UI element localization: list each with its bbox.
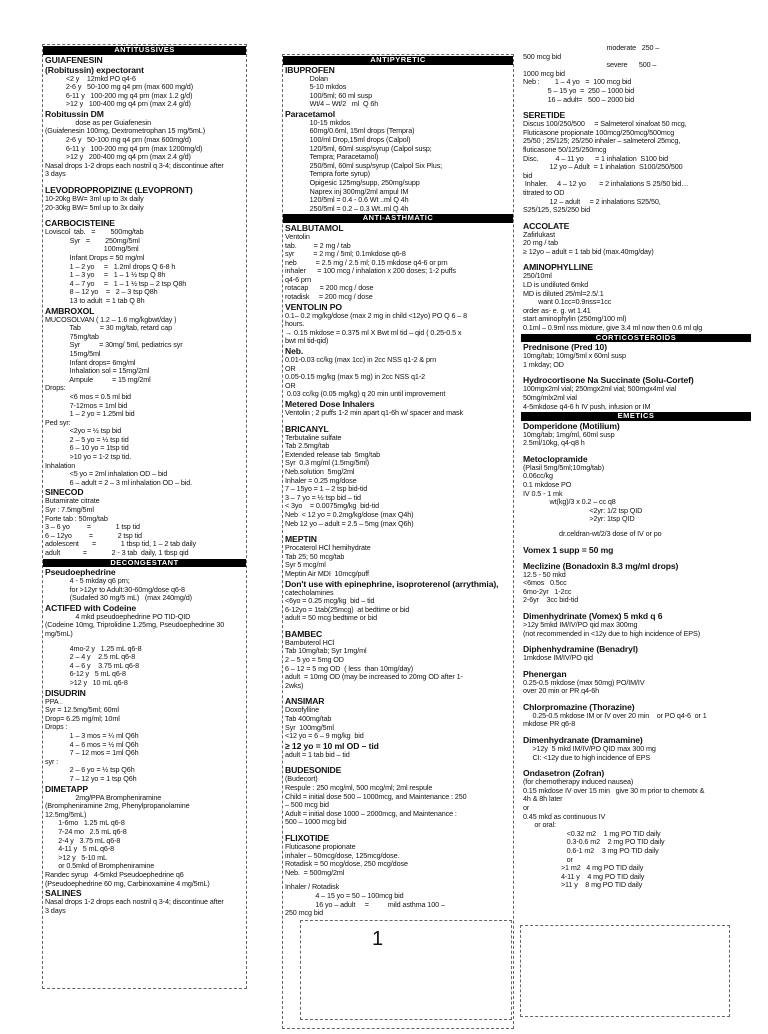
text-line: Inhalation: [45, 460, 76, 470]
text-line: adult = 2 - 3 tab daily, 1 tbsp qid: [45, 548, 189, 557]
text-line: Tab 10mg/tab; Syr 1mg/ml: [285, 646, 367, 656]
text-line: 2-4 y 3.75 mL q6-8: [45, 835, 121, 845]
text-line: Dolan: [285, 73, 328, 83]
text-line: Drops:: [45, 383, 66, 393]
drug-heading: BUDESONIDE: [285, 765, 342, 776]
drug-heading: Diphenhydramine (Benadryl): [523, 644, 638, 655]
drug-heading: SERETIDE: [523, 110, 566, 121]
text-line: Syr = 12.5mg/5ml; 60ml: [45, 705, 119, 715]
text-line: Tab 2.5mg/tab: [285, 441, 330, 451]
text-line: Procaterol HCl hemihydrate: [285, 543, 371, 553]
text-line: 500 – 1000 mcg bid: [285, 817, 347, 827]
text-line: q4-6 prn: [285, 274, 311, 284]
text-line: 3 – 7 yo = ½ tsp bid – tid: [285, 492, 361, 502]
text-line: 16 yo – adult = mild asthma 100 –: [285, 899, 445, 909]
text-line: 10mg/tab; 10mg/5ml x 60ml susp: [523, 351, 626, 361]
text-line: severe 500 –: [523, 60, 657, 70]
section-header: ANTIPYRETIC: [283, 56, 513, 65]
drug-heading: GUIAFENESIN: [45, 54, 103, 65]
text-line: 2-6 y 50-100 mg q4 prn (max 600mg/d): [45, 135, 192, 145]
text-line: Extended release tab 5mg/tab: [285, 449, 380, 459]
drug-heading: Prednisone (Pred 10): [523, 342, 607, 353]
drug-heading: BAMBEC: [285, 628, 323, 639]
text-line: 1 – 2 yo = 1.25ml bid: [45, 409, 135, 419]
text-line: Ped syr:: [45, 417, 71, 427]
text-line: Syr : 7.5mg/5ml: [45, 505, 94, 515]
text-line: 10-20kg BW= 3ml up to 3x daily: [45, 194, 144, 204]
text-line: 2-6 y 50-100 mg q4 prn (max 600 mg/d): [45, 82, 194, 92]
text-line: 6-12yo = 1tab(25mcg) at bedtime or bid: [285, 604, 410, 614]
text-line: 3 days: [45, 169, 66, 179]
text-line: 6 – 10 yo = 1tsp tid: [45, 443, 129, 453]
text-line: 0.1ml – 0.9ml nss mixture, give 3.4 ml now then 0.6 ml qlg: [523, 323, 703, 333]
text-line: Syr = 30mg/ 5ml, pediatrics syr: [45, 340, 183, 350]
text-line: 12 – adult = 2 inhalations S25/50,: [523, 196, 661, 206]
text-line: 7 – 15yo = 1 – 2 tsp bid-tid: [285, 484, 368, 494]
text-line: 120/5ml = 0.4 - 0.6 Wt ..ml Q 4h: [285, 195, 409, 205]
text-line: want 0.1cc=0.9nss=1cc: [523, 297, 612, 307]
text-line: Disc. 4 – 11 yo = 1 inhalation S100 bid: [523, 153, 668, 163]
text-line: Nasal drops 1-2 drops each nostril q 3-4; discontinue after: [45, 897, 224, 907]
text-line: <12 yo = 6 – 9 mg/kg bid: [285, 731, 364, 741]
text-line: 4h & 8h later: [523, 794, 563, 804]
text-line: 12 yo – Adult = 1 inhalation S100/250/500: [523, 162, 683, 172]
text-line: >12y 5mkd IM/IV/PO qid max 300mg: [523, 619, 638, 629]
text-line: 0.1– 0.2 mg/kg/dose (max 2 mg in child <12yo) PO Q 6 – 8: [285, 310, 467, 320]
text-line: Infant Drops = 50 mg/ml: [45, 253, 145, 262]
text-line: ≥ 12yo – adult = 1 tab bid (max.40mg/day): [523, 246, 654, 256]
text-line: <2yr: 1/2 tsp QID: [523, 505, 643, 515]
text-line: 2 – 4 y 2.5 mL q6-8: [45, 652, 136, 662]
text-line: 4 – 7 yo = 1 – 1 ½ tsp – 2 tsp Q8h: [45, 278, 187, 288]
page-number: 1: [372, 928, 384, 950]
text-line: 100/ml Drop,15ml drops (Calpol): [285, 135, 411, 145]
text-line: 4 – 6 y 3.75 mL q6-8: [45, 660, 140, 670]
text-line: Inhaler. 4 – 12 yo = 2 inhalations S 25/50 bid…: [523, 179, 689, 189]
drug-heading: AMINOPHYLLINE: [523, 262, 593, 273]
text-line: 50mg/mlx2ml vial: [523, 392, 577, 402]
text-line: 13 to adult = 1 tab Q 8h: [45, 295, 145, 305]
text-line: 0.3-0.6 m2 2 mg PO TID daily: [523, 837, 665, 847]
text-line: (Guiafenesin 100mg, Dextrometrophan 15 mg/5mL): [45, 126, 205, 136]
text-line: 0.45 mkd as continuous IV: [523, 811, 606, 821]
drug-heading: Neb.: [285, 346, 304, 357]
text-line: 5 – 15 yo = 250 – 1000 bid: [523, 85, 635, 95]
text-line: 6mo-2yr 1-2cc: [523, 586, 572, 596]
drug-heading: Don't use with epinephrine, isoproterenol (arrythmia),: [285, 578, 499, 589]
drug-heading: DISUDRIN: [45, 687, 86, 698]
text-line: 4 - 5 mkday q6 prn;: [45, 576, 130, 586]
drug-heading: ≥ 12 yo = 10 ml OD – tid: [285, 740, 379, 751]
text-line: fluticasone 50/125/250mcg: [523, 144, 607, 154]
text-line: Respule : 250 mcg/ml, 500 mcg/ml; 2ml respule: [285, 783, 433, 792]
text-line: or: [523, 854, 573, 864]
text-line: PPA .: [45, 696, 62, 706]
text-line: wt(kg)/3 x 0.2 – cc q8: [523, 497, 616, 507]
text-line: Terbutaline sulfate: [285, 432, 342, 442]
text-line: >1 m2 4 mg PO TID daily: [523, 863, 644, 873]
text-line: Tab = 30 mg/tab, retard cap: [45, 323, 173, 333]
text-line: Neb : 1 – 4 yo = 100 mcg bid: [523, 77, 632, 87]
text-line: inhaler = 100 mcg / inhalation x 200 doses; 1-2 puffs: [285, 266, 456, 276]
drug-heading: Ondasetron (Zofran): [523, 768, 605, 779]
text-line: 0.15 mkdose IV over 15 min give 30 m prior to chemotx &: [523, 785, 705, 795]
text-line: 3 – 6 yo = 1 tsp tid: [45, 522, 140, 532]
text-line: Tab 25; 50 mcg/tab: [285, 551, 345, 561]
text-line: 20 mg / tab: [523, 238, 558, 248]
text-line: Drops :: [45, 722, 68, 732]
text-line: <6mos 0.5cc: [523, 578, 567, 588]
text-line: 2 – 5 yo = ½ tsp tid: [45, 434, 129, 444]
text-line: 4 – 15 yo = 50 – 100mcg bid: [285, 890, 404, 900]
text-line: Syr 0.3 mg/ml (1.5mg/5ml): [285, 458, 370, 468]
text-line: 1 – 3 yo = 1 – 1 ½ tsp Q 8h: [45, 270, 166, 280]
text-line: Zafirlukast: [523, 229, 556, 239]
text-line: adult = 10mg OD (may be increased to 20mg OD after 1-: [285, 672, 463, 682]
text-line: dr.celdran-wt/2/3 dose of IV or po: [523, 528, 662, 538]
text-line: 16 – adult= 500 – 2000 bid: [523, 94, 635, 104]
text-line: 0.6-1 m2 3 mg PO TID daily: [523, 846, 659, 855]
text-line: titrated to OD: [523, 187, 565, 197]
drug-heading: Pseudoephedrine: [45, 567, 116, 578]
text-line: 1 – 3 mos = ¼ ml Q6h: [45, 731, 139, 740]
text-line: 20-30kg BW= 5ml up to 3x daily: [45, 202, 144, 212]
text-line: MD is diluted 25/ml=2.5/.1: [523, 288, 604, 298]
text-line: Syr 100mg/5ml: [285, 722, 334, 732]
text-line: >12 y 200-400 mg q4 prn (max 2.4 g/d): [45, 152, 191, 162]
text-line: neb = 2.5 mg / 2.5 ml; 0.15 mkdose q4-6 or prn: [285, 257, 448, 267]
text-line: 5-10 mkdos: [285, 82, 347, 92]
drug-heading: Vomex 1 supp = 50 mg: [523, 544, 614, 555]
text-line: Meptin Air MDI 10mcg/puff: [285, 568, 369, 578]
text-line: tab. = 2 mg / tab: [285, 240, 351, 250]
drug-heading: ACTIFED with Codeine: [45, 602, 137, 613]
drug-heading: SALINES: [45, 888, 82, 899]
text-line: start aminophylin (250mg/100 ml): [523, 314, 627, 324]
drug-heading: Dimenhydrinate (Vomex) 5 mkd q 6: [523, 610, 663, 621]
text-line: over 20 min or PR q4-6h: [523, 686, 600, 696]
text-line: 12.5 - 50 mkd: [523, 569, 566, 579]
text-line: >12 y 5-10 mL: [45, 852, 107, 862]
text-line: 8 – 12 yo = 2 – 3 tsp Q8h: [45, 287, 158, 297]
text-line: 6-11 y 100-200 mg q4 prn (max 1200mg/d): [45, 143, 203, 153]
section-header: DECONGESTANT: [43, 559, 246, 568]
text-line: syr :: [45, 756, 59, 766]
text-line: 6-11 y 100-200 mg q4 prn (max 1.2 g/d): [45, 90, 193, 100]
text-line: >12 y 10 mL q6-8: [45, 678, 128, 688]
text-line: OR: [285, 380, 296, 390]
text-line: CI: <12y due to high incidence of EPS: [523, 752, 651, 762]
text-line: Neb.solution 5mg/2ml: [285, 466, 355, 476]
text-line: adult = 50 mcg bedtime or bid: [285, 613, 377, 623]
drug-heading: SINECOD: [45, 487, 84, 498]
text-line: 0.05-0.15 mg/kg (max 5 mg) in 2cc NSS q1-2: [285, 372, 426, 382]
text-line: 7-24 mo 2.5 mL q6-8: [45, 826, 127, 836]
drug-heading: VENTOLIN PO: [285, 301, 342, 312]
drug-heading: ANSIMAR: [285, 696, 325, 707]
text-line: <2yo = ½ tsp bid: [45, 426, 122, 436]
text-line: 6 – adult = 2 – 3 ml inhalation OD – bid.: [45, 477, 193, 487]
text-line: adult = 1 tab bid – tid: [285, 749, 350, 759]
text-line: Discus 100/250/500 = Salmeterol xinafoat 50 mcg,: [523, 119, 687, 129]
text-line: (for chemotherapy induced nausea): [523, 777, 634, 787]
text-line: >11 y 8 mg PO TID daily: [523, 880, 643, 890]
text-line: 4-5mkdose q4-6 h IV push, infusion or IM: [523, 401, 651, 411]
text-line: <2 y 12mkd PO q4-6: [45, 73, 136, 83]
right-column: [521, 44, 751, 1034]
text-line: mkdose PR q6-8: [523, 719, 576, 729]
text-line: <6yo = 0.25 mcg/kg bid – tid: [285, 596, 375, 606]
text-line: 6 – 12 = 5 mg OD ( less than 10mg/day): [285, 663, 414, 673]
text-line: catecholamines: [285, 587, 334, 597]
text-line: 10mg/tab; 1mg/ml, 60ml susp: [523, 429, 615, 439]
text-line: >2yr: 1tsp QID: [523, 514, 635, 524]
text-line: Inhaler = 0.25 mg/dose: [285, 475, 357, 485]
text-line: 0.01-0.03 cc/kg (max 1cc) in 2cc NSS q1-2 & prn: [285, 355, 437, 365]
drug-heading: Hydrocortisone Na Succinate (Solu-Cortef): [523, 375, 694, 386]
text-line: <5 yo = 2ml inhalation OD – bid: [45, 469, 168, 479]
drug-heading: Meclizine (Bonadoxin 8.3 mg/ml drops): [523, 560, 679, 571]
text-line: Neb. = 500mg/2ml: [285, 867, 345, 877]
text-line: LD is undiluted 6mkd: [523, 280, 589, 290]
text-line: 2mg/PPA Brompheniramine: [45, 792, 162, 802]
text-line: 2 – 6 yo = ½ tsp Q6h: [45, 765, 135, 775]
text-line: – 500 mcg bid: [285, 800, 329, 810]
text-line: Drop= 6.25 mg/ml; 10ml: [45, 713, 120, 723]
left-column: [42, 44, 247, 989]
text-line: or: [523, 803, 530, 813]
text-line: 250/5ml = 0.2 – 0.3 Wt..ml Q 4h: [285, 203, 409, 213]
drug-heading: MEPTIN: [285, 534, 317, 545]
section-header: CORTICOSTEROIDS: [521, 334, 751, 343]
text-line: 3 days: [45, 905, 66, 915]
section-header: ANTI-ASTHMATIC: [283, 214, 513, 223]
drug-heading: AMBROXOL: [45, 305, 95, 316]
text-line: moderate 250 –: [523, 44, 660, 52]
text-line: 1-6mo 1.25 mL q6-8: [45, 818, 125, 828]
text-line: Inhaler / Rotadisk: [285, 882, 340, 892]
text-line: inhaler – 50mcg/dose, 125mcg/dose.: [285, 850, 400, 860]
text-line: 250 mcg bid: [285, 908, 324, 918]
text-line: rotacap = 200 mcg / dose: [285, 283, 374, 293]
text-line: Tempra forte syrup): [285, 169, 370, 179]
text-line: Opigesic 125mg/supp, 250mg/supp: [285, 178, 420, 188]
text-line: < 3yo = 0.0075mg/kg bid-tid: [285, 501, 379, 511]
text-line: 2wks): [285, 680, 304, 690]
text-line: 500 mcg bid: [523, 51, 562, 61]
text-line: Loviscol tab. = 500mg/tab: [45, 227, 144, 237]
text-line: 4mo-2 y 1.25 mL q6-8: [45, 643, 142, 653]
text-line: Ventolin ; 2 puffs 1-2 min apart q1-6h w/ spacer and mask: [285, 408, 463, 417]
text-line: 12.5mg/5mL): [45, 809, 87, 819]
drug-heading: Metoclopramide: [523, 453, 588, 464]
text-line: (Brompheniramine 2mg, Phenylpropanolamine: [45, 801, 190, 811]
text-line: → 0.15 mkdose = 0.375 ml X Bwt ml tid – qid ( 0.25-0.5 x: [285, 327, 462, 337]
text-line: Randec syrup 4-5mkd Pseudoephedrine q6: [45, 869, 184, 879]
text-line: dose as per Guiafenesin: [45, 117, 151, 127]
text-line: <0.32 m2 1 mg PO TID daily: [523, 828, 661, 838]
text-line: adolescent = 1 tbsp tid, 1 – 2 tab daily: [45, 539, 197, 549]
text-line: Neb < 12 yo = 0.2mg/kg/dose (max Q4h): [285, 509, 414, 519]
text-line: Ampule = 15 mg/2ml: [45, 374, 151, 384]
text-line: 4-11 y 4 mg PO TID daily: [523, 871, 645, 881]
text-line: (Pseudoephedrine 60 mg, Carbinoxamine 4 mg/5mL): [45, 878, 210, 888]
text-line: 1000 mcg bid: [523, 68, 565, 78]
text-line: Wt/4 – Wt/2 ml Q 6h: [285, 99, 379, 109]
text-line: Naprex inj 300mg/2ml ampul IM: [285, 186, 409, 196]
text-line: Tab 400mg/tab: [285, 714, 332, 724]
text-line: (Codeine 10mg, Triprolidine 1.25mg, Pseudoephedrine 30: [45, 620, 225, 630]
drug-heading: Robitussin DM: [45, 108, 104, 119]
right-bottom-box: [520, 925, 730, 1017]
text-line: IV 0.5 - 1 mk: [523, 488, 563, 498]
text-line: Fluticasone propionate: [285, 841, 356, 851]
text-line: Fluticasone propionate 100mcg/250mcg/500mcg: [523, 127, 675, 137]
text-line: Rotadisk = 50 mcg/dose, 250 mcg/dose: [285, 859, 408, 869]
text-line: 100/5ml; 60 ml susp: [285, 90, 373, 100]
text-line: 1mkdose IM/IV/PO qid: [523, 653, 593, 663]
text-line: Child = initial dose 500 – 1000mcg, and Maintenance : 250: [285, 791, 467, 801]
drug-heading: SALBUTAMOL: [285, 222, 344, 233]
text-line: or oral:: [523, 820, 556, 830]
text-line: 4 – 6 mos = ½ ml Q6h: [45, 739, 139, 749]
text-line: Inhalation sol = 15mg/2ml: [45, 366, 150, 376]
text-line: Ventolin: [285, 231, 310, 241]
drug-heading: DIMETAPP: [45, 783, 88, 794]
text-line: 0.03 cc/kg (0.05 mg/kg) q 20 min until improvement: [285, 389, 446, 399]
text-line: 75mg/tab: [45, 331, 99, 341]
text-line: 15mg/5ml: [45, 348, 101, 358]
section-header: EMETICS: [521, 412, 751, 421]
text-line: Syr 5 mcg/ml: [285, 560, 326, 570]
text-line: 2 – 5 yo = 5mg OD: [285, 655, 344, 665]
text-line: 100mgx2ml vial; 250mgx2ml vial; 500mgx4ml vial: [523, 384, 677, 394]
drug-heading: IBUPROFEN: [285, 64, 335, 75]
text-line: 250/10ml: [523, 271, 552, 281]
text-line: (Sudafed 30 mg/5 mL) (max 240mg/d): [45, 593, 192, 603]
text-line: bwt ml tid-qid): [285, 336, 329, 346]
text-line: Neb 12 yo – adult = 2.5 – 5mg (max Q6h): [285, 518, 414, 528]
section-header: ANTITUSSIVES: [43, 46, 246, 55]
text-line: OR: [285, 363, 296, 373]
text-line: S25/125, S25/250 bid: [523, 205, 591, 215]
middle-bottom-box: [300, 920, 512, 1020]
drug-heading: Domperidone (Motilium): [523, 420, 620, 431]
text-line: 6-12 y 5 mL q6-8: [45, 669, 126, 679]
text-line: hours.: [285, 319, 305, 329]
text-line: Infant drops= 6mg/ml: [45, 357, 136, 367]
text-line: or 0.5mkd of Brompheniramine: [45, 861, 155, 871]
text-line: 100mg/5ml: [45, 244, 139, 254]
text-line: 6 – 12yo = 2 tsp tid: [45, 530, 142, 540]
text-line: mg/5mL): [45, 629, 73, 639]
drug-heading: FLIXOTIDE: [285, 832, 329, 843]
text-line: rotadisk = 200 mcg / dose: [285, 292, 373, 302]
drug-heading: Metered Dose Inhalers: [285, 399, 375, 409]
text-line: 1 mkday; OD: [523, 359, 564, 369]
text-line: 7 – 12 yo = 1 tsp Q6h: [45, 773, 137, 783]
middle-column: [282, 54, 514, 1029]
text-line: 4 mkd pseudoephedrine PO TID-QID: [45, 611, 191, 621]
drug-heading: Phenergan: [523, 668, 567, 679]
drug-heading: (Robitussin) expectorant: [45, 64, 144, 75]
text-line: (Plasil 5mg/5ml;10mg/tab): [523, 462, 604, 472]
text-line: Adult = initial dose 1000 – 2000mcg, and Maintenance :: [285, 808, 457, 818]
drug-heading: CARBOCISTEINE: [45, 218, 115, 229]
text-line: 120/5ml, 60ml susp/syrup (Calpol susp;: [285, 143, 432, 153]
text-line: Butamirate citrate: [45, 496, 100, 506]
text-line: Doxofylline: [285, 705, 320, 715]
drug-heading: BRICANYL: [285, 423, 329, 434]
drug-heading: Chlorpromazine (Thorazine): [523, 701, 635, 712]
drug-heading: Dimenhydranate (Dramamine): [523, 735, 643, 746]
drug-heading: Paracetamol: [285, 108, 336, 119]
text-line: >12 y 100-400 mg q4 prn (max 2.4 g/d): [45, 99, 191, 109]
text-line: 0.25-0.5 mkdose IM or IV over 20 min or PO q4-6 or 1: [523, 710, 707, 720]
text-line: (not recommended in <12y due to high incidence of EPS): [523, 628, 700, 638]
text-line: >12y 5 mkd IM/IV/PO QID max 300 mg: [523, 744, 656, 754]
text-line: 25/50 ; 25/125; 25/250 inhaler – salmeterol 25mcg,: [523, 136, 681, 146]
text-line: >10 yo = 1-2 tsp tid.: [45, 452, 132, 462]
text-line: syr = 2 mg / 5ml; 0.1mkdose q6-8: [285, 249, 406, 259]
text-line: 2.5ml/10kg, q4-q8 h: [523, 438, 585, 448]
text-line: MUCOSOLVAN ( 1.2 – 1.6 mg/kgbwt/day ): [45, 314, 177, 324]
text-line: 4-11 y 5 mL q6-8: [45, 844, 115, 854]
text-line: 10-15 mkdos: [285, 117, 351, 127]
text-line: (Budecort): [285, 774, 318, 784]
text-line: <6 mos = 0.5 ml bid: [45, 391, 131, 401]
text-line: 2-6yr 3cc bid-tid: [523, 595, 579, 605]
text-line: 1 – 2 yo = 1.2ml drops Q 6-8 h: [45, 261, 176, 271]
text-line: Nasal drops 1-2 drops each nostril q 3-4; discontinue after: [45, 160, 224, 170]
text-line: Tempra; Paracetamol): [285, 152, 379, 162]
text-line: Forte tab : 50mg/tab: [45, 513, 108, 523]
text-line: order as- e. g. wt 1.41: [523, 305, 591, 315]
text-line: bid: [523, 170, 533, 180]
drug-heading: ACCOLATE: [523, 220, 570, 231]
text-line: 0.1 mkdose PO: [523, 479, 572, 489]
text-line: Bambuterol HCl: [285, 637, 335, 647]
text-line: for >12yr to Adult:30-60mg/dose q6-8: [45, 584, 185, 594]
text-line: 0.06cc/kg: [523, 471, 553, 481]
text-line: 60mg/0.6ml, 15ml drops (Tempra): [285, 126, 415, 136]
text-line: 0.25-0.5 mkdose (max 50mg) PO/IM/IV: [523, 677, 645, 687]
drug-heading: LEVODROPROPIZINE (LEVOPRONT): [45, 185, 193, 196]
text-line: 250/5ml, 60ml susp/syrup (Calpol Six Plus;: [285, 160, 443, 170]
text-line: Syr = 250mg/5ml: [45, 235, 140, 245]
text-line: 7-12mos = 1ml bid: [45, 400, 128, 410]
text-line: 7 – 12 mos = 1ml Q6h: [45, 748, 139, 758]
